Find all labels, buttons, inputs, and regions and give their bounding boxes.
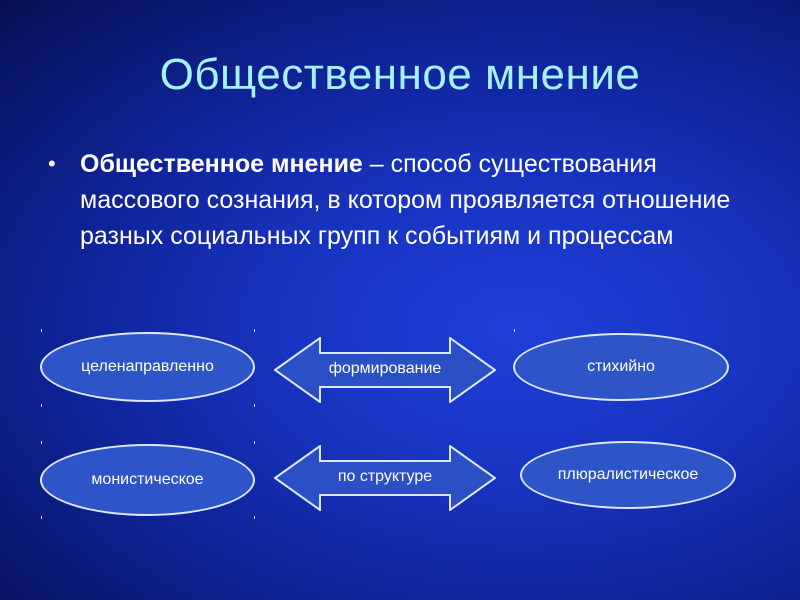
bullet-dot: • <box>48 151 56 176</box>
tick-mark <box>514 329 515 332</box>
tick-mark <box>41 329 42 332</box>
tick-mark <box>254 516 255 519</box>
oval-monistic <box>40 444 255 516</box>
oval-spontaneous <box>513 333 729 401</box>
tick-mark <box>254 441 255 444</box>
bullet-term: Общественное мнение <box>80 150 363 178</box>
bullet-definition: – способ существования массового сознания, в котором проявляется отношение разных социальных групп к событиям и процессам <box>80 150 731 250</box>
tick-mark <box>41 516 42 519</box>
oval-spontaneous-label: стихийно <box>587 358 655 375</box>
arrow-structure-label: по структуре <box>337 468 433 485</box>
oval-pluralistic <box>520 441 736 509</box>
oval-pluralistic-label: плюралистическое <box>557 466 699 483</box>
slide-title: Общественное мнение <box>159 50 641 99</box>
oval-monistic-label: монистическое <box>91 471 204 488</box>
bullet-text <box>80 146 770 254</box>
tick-mark <box>254 404 255 407</box>
arrow-formation-label: формирование <box>328 360 442 377</box>
tick-mark <box>41 441 42 444</box>
tick-mark <box>254 329 255 332</box>
oval-targeted-label: целенаправленно <box>81 358 214 375</box>
oval-targeted <box>40 332 255 402</box>
tick-mark <box>41 404 42 407</box>
